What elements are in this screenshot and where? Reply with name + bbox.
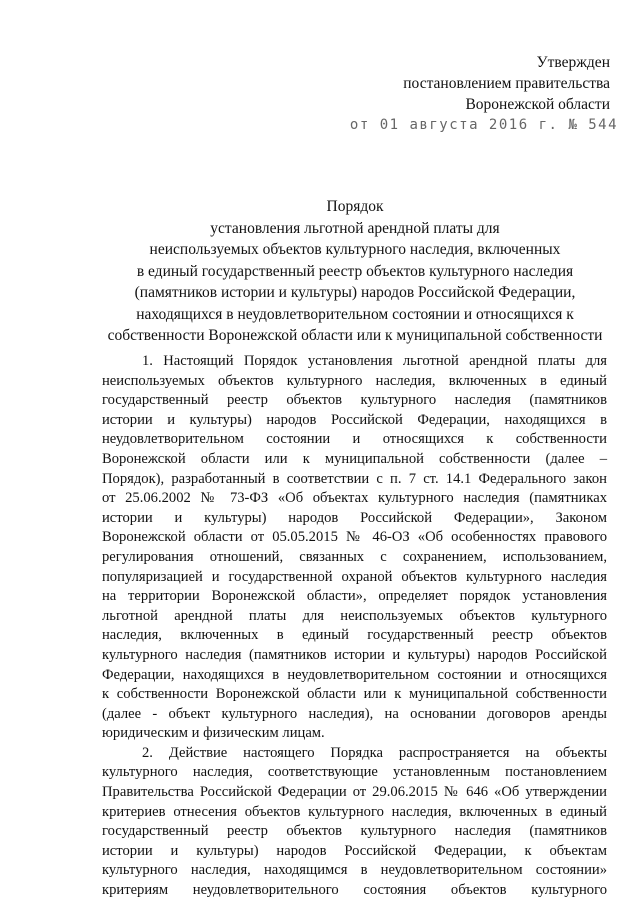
paragraph-1	[102, 352, 607, 744]
paragraph-line: льготной арендной платы для неиспользуемых объектов культурного	[102, 607, 607, 624]
approval-line-approved: Утвержден	[536, 54, 610, 71]
paragraph-line: Правительства Российской Федерации от 29.06.2015 № 646 «Об утверждении	[102, 784, 607, 801]
title-line: неиспользуемых объектов культурного наследия, включенных	[149, 241, 561, 258]
paragraph-line: регулирования отношений, связанных с сохранением, использованием,	[102, 548, 607, 565]
approval-date-stamp: от 01 августа 2016 г. № 544	[349, 117, 618, 133]
paragraph-line: государственный реестр объектов культурного наследия (памятников	[102, 823, 607, 840]
paragraph-line: (далее - объект культурного наследия), на основании договоров аренды	[102, 705, 607, 722]
title-line: Порядок	[326, 198, 384, 215]
title-line: в единый государственный реестр объектов культурного наследия	[136, 262, 574, 280]
approval-line-resolution: постановлением правительства	[403, 75, 610, 92]
document-body	[102, 352, 607, 901]
paragraph-line: к собственности Воронежской области или к муниципальной собственности	[102, 686, 607, 703]
paragraph-line: наследия, включенных в единый государственный реестр объектов	[102, 627, 607, 644]
paragraph-line: юридическим и физическим лицам.	[102, 725, 325, 742]
paragraph-line: неиспользуемых объектов культурного наследия, включенных в единый	[102, 372, 607, 389]
paragraph-line: критериев отнесения объектов культурного наследия, включенных в единый	[102, 803, 607, 820]
paragraph-line: 2. Действие настоящего Порядка распространяется на объекты	[142, 744, 607, 761]
title-line: (памятников истории и культуры) народов Российской Федерации,	[134, 284, 576, 301]
paragraph-line: Воронежской области или к муниципальной собственности (далее –	[102, 450, 607, 467]
paragraph-line: Воронежской области от 05.05.2015 № 46-ОЗ «Об особенностях правового	[102, 529, 607, 546]
paragraph-line: Порядок), разработанный в соответствии с п. 7 ст. 14.1 Федерального закон	[102, 470, 607, 487]
paragraph-line: культурного наследия, находящимся в неудовлетворительном состоянии»	[102, 862, 607, 879]
paragraph-line: 1. Настоящий Порядок установления льготной арендной платы для	[142, 353, 607, 369]
paragraph-line: Федерации, находящихся в неудовлетворительном состоянии и относящихся	[102, 666, 607, 683]
paragraph-2	[102, 744, 607, 901]
paragraph-line: истории и культуры) народов Российской Федерации, находящихся в	[102, 411, 607, 428]
title-line: собственности Воронежской области или к муниципальной собственности	[107, 327, 603, 344]
paragraph-line: от 25.06.2002 № 73-ФЗ «Об объектах культурного наследия (памятниках	[102, 490, 607, 507]
title-line: установления льготной арендной платы для	[210, 219, 500, 237]
paragraph-line: истории и культуры) народов Российской Федерации», Законом	[102, 509, 607, 526]
document-title	[100, 196, 610, 347]
paragraph-line: на территории Воронежской области», определяет порядок установления	[102, 588, 607, 605]
paragraph-line: критериям неудовлетворительного состояния объектов культурного	[102, 882, 607, 899]
title-line: находящихся в неудовлетворительном состоянии и относящихся к	[136, 305, 574, 323]
paragraph-line: культурного наследия (памятников истории и культуры) народов Российской	[102, 646, 607, 663]
paragraph-line: истории и культуры) народов Российской Федерации, к объектам	[102, 842, 607, 859]
approval-stamp	[350, 52, 610, 115]
approval-line-region: Воронежской области	[465, 96, 610, 113]
paragraph-line: популяризацией и государственной охраной объектов культурного наследия	[102, 568, 607, 585]
paragraph-line: культурного наследия, соответствующие установленным постановлением	[102, 764, 607, 781]
paragraph-line: государственный реестр объектов культурного наследия (памятников	[102, 392, 607, 409]
paragraph-line: неудовлетворительном состоянии и относящихся к собственности	[102, 431, 607, 448]
